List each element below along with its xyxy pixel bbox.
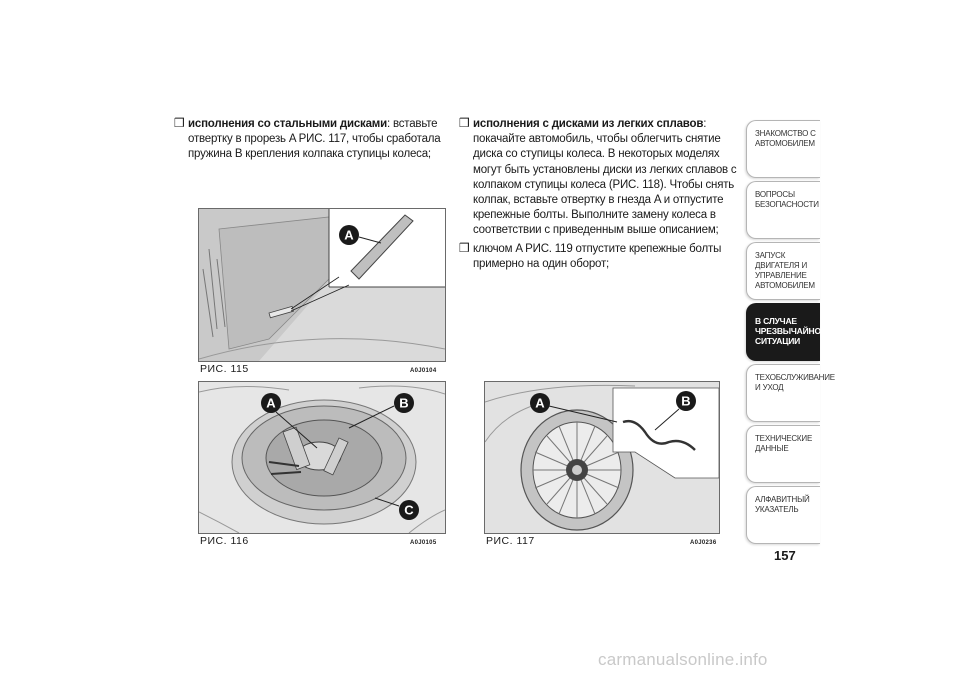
tab-label: АЛФАВИТНЫЙ УКАЗАТЕЛЬ	[755, 495, 810, 514]
item-title: исполнения с дисками из легких сплавов	[473, 118, 704, 130]
figure-115-code: A0J0104	[410, 368, 437, 374]
item-text: : покачайте автомобиль, чтобы облегчить снятие диска со ступицы колеса. В некоторых моделях могут быть установлены диски из легких сплавов с колпаком ступицы колеса (РИС. 118). Чтобы снять колпак, вставьте отвертку в гнезда A и отпустите крепежные болты. Выполните замену колеса в соответствии с приведенным выше описанием;	[473, 118, 737, 237]
figure-label-a: A	[266, 395, 276, 411]
tab-label: В СЛУЧАЕ ЧРЕЗВЫЧАЙНОЙ СИТУАЦИИ	[755, 316, 827, 346]
figure-116-caption: РИС. 116	[200, 535, 249, 547]
figure-label-c: C	[404, 502, 414, 518]
tab-label: ТЕХОБСЛУЖИВАНИЕ И УХОД	[755, 373, 835, 392]
figure-label-a: A	[344, 227, 354, 243]
bullet-item-loosen-bolts	[459, 241, 743, 272]
bullet-item-alloy-wheels	[459, 116, 743, 239]
tab-label: ЗАПУСК ДВИГАТЕЛЯ И УПРАВЛЕНИЕ АВТОМОБИЛЕМ	[755, 251, 815, 290]
page-number: 157	[774, 548, 796, 563]
tab-label: ЗНАКОМСТВО С АВТОМОБИЛЕМ	[755, 129, 816, 148]
bullet-square-icon: ❒	[174, 116, 185, 130]
figure-label-b: B	[399, 395, 409, 411]
figure-116-code: A0J0105	[410, 540, 437, 546]
tab-label: ВОПРОСЫ БЕЗОПАСНОСТИ	[755, 190, 819, 209]
bullet-square-icon: ❒	[459, 116, 470, 130]
tab-getting-to-know[interactable]	[746, 120, 820, 178]
tab-emergency[interactable]	[746, 303, 827, 361]
bullet-square-icon: ❒	[459, 240, 470, 255]
tab-technical-data[interactable]	[746, 425, 820, 483]
tab-index[interactable]	[746, 486, 820, 544]
figure-115-trunk-screwdriver	[198, 208, 446, 362]
item-text: ключом A РИС. 119 отпустите крепежные болты примерно на один оборот;	[473, 242, 722, 270]
figure-116-spare-wheel-kit	[198, 381, 446, 534]
figure-117-wheel-hub-cap	[484, 381, 720, 534]
figure-label-a: A	[535, 395, 545, 411]
tab-safety[interactable]	[746, 181, 820, 239]
watermark: carmanualsonline.info	[598, 650, 768, 669]
tab-label: ТЕХНИЧЕСКИЕ ДАННЫЕ	[755, 434, 813, 453]
tab-starting-driving[interactable]	[746, 242, 820, 300]
figure-117-caption: РИС. 117	[486, 535, 535, 547]
figure-label-b: B	[681, 393, 691, 409]
figure-115-caption: РИС. 115	[200, 363, 249, 375]
item-title: исполнения со стальными дисками	[188, 118, 387, 130]
bullet-item-steel-wheels	[174, 116, 444, 163]
figure-117-code: A0J0236	[690, 540, 717, 546]
item-text: : вставьте отвертку в прорезь A РИС. 117, чтобы сработала пружина B крепления колпака ступицы колеса;	[188, 118, 441, 161]
right-text-column	[459, 116, 743, 272]
left-text-column	[174, 116, 444, 163]
tab-maintenance[interactable]	[746, 364, 835, 422]
